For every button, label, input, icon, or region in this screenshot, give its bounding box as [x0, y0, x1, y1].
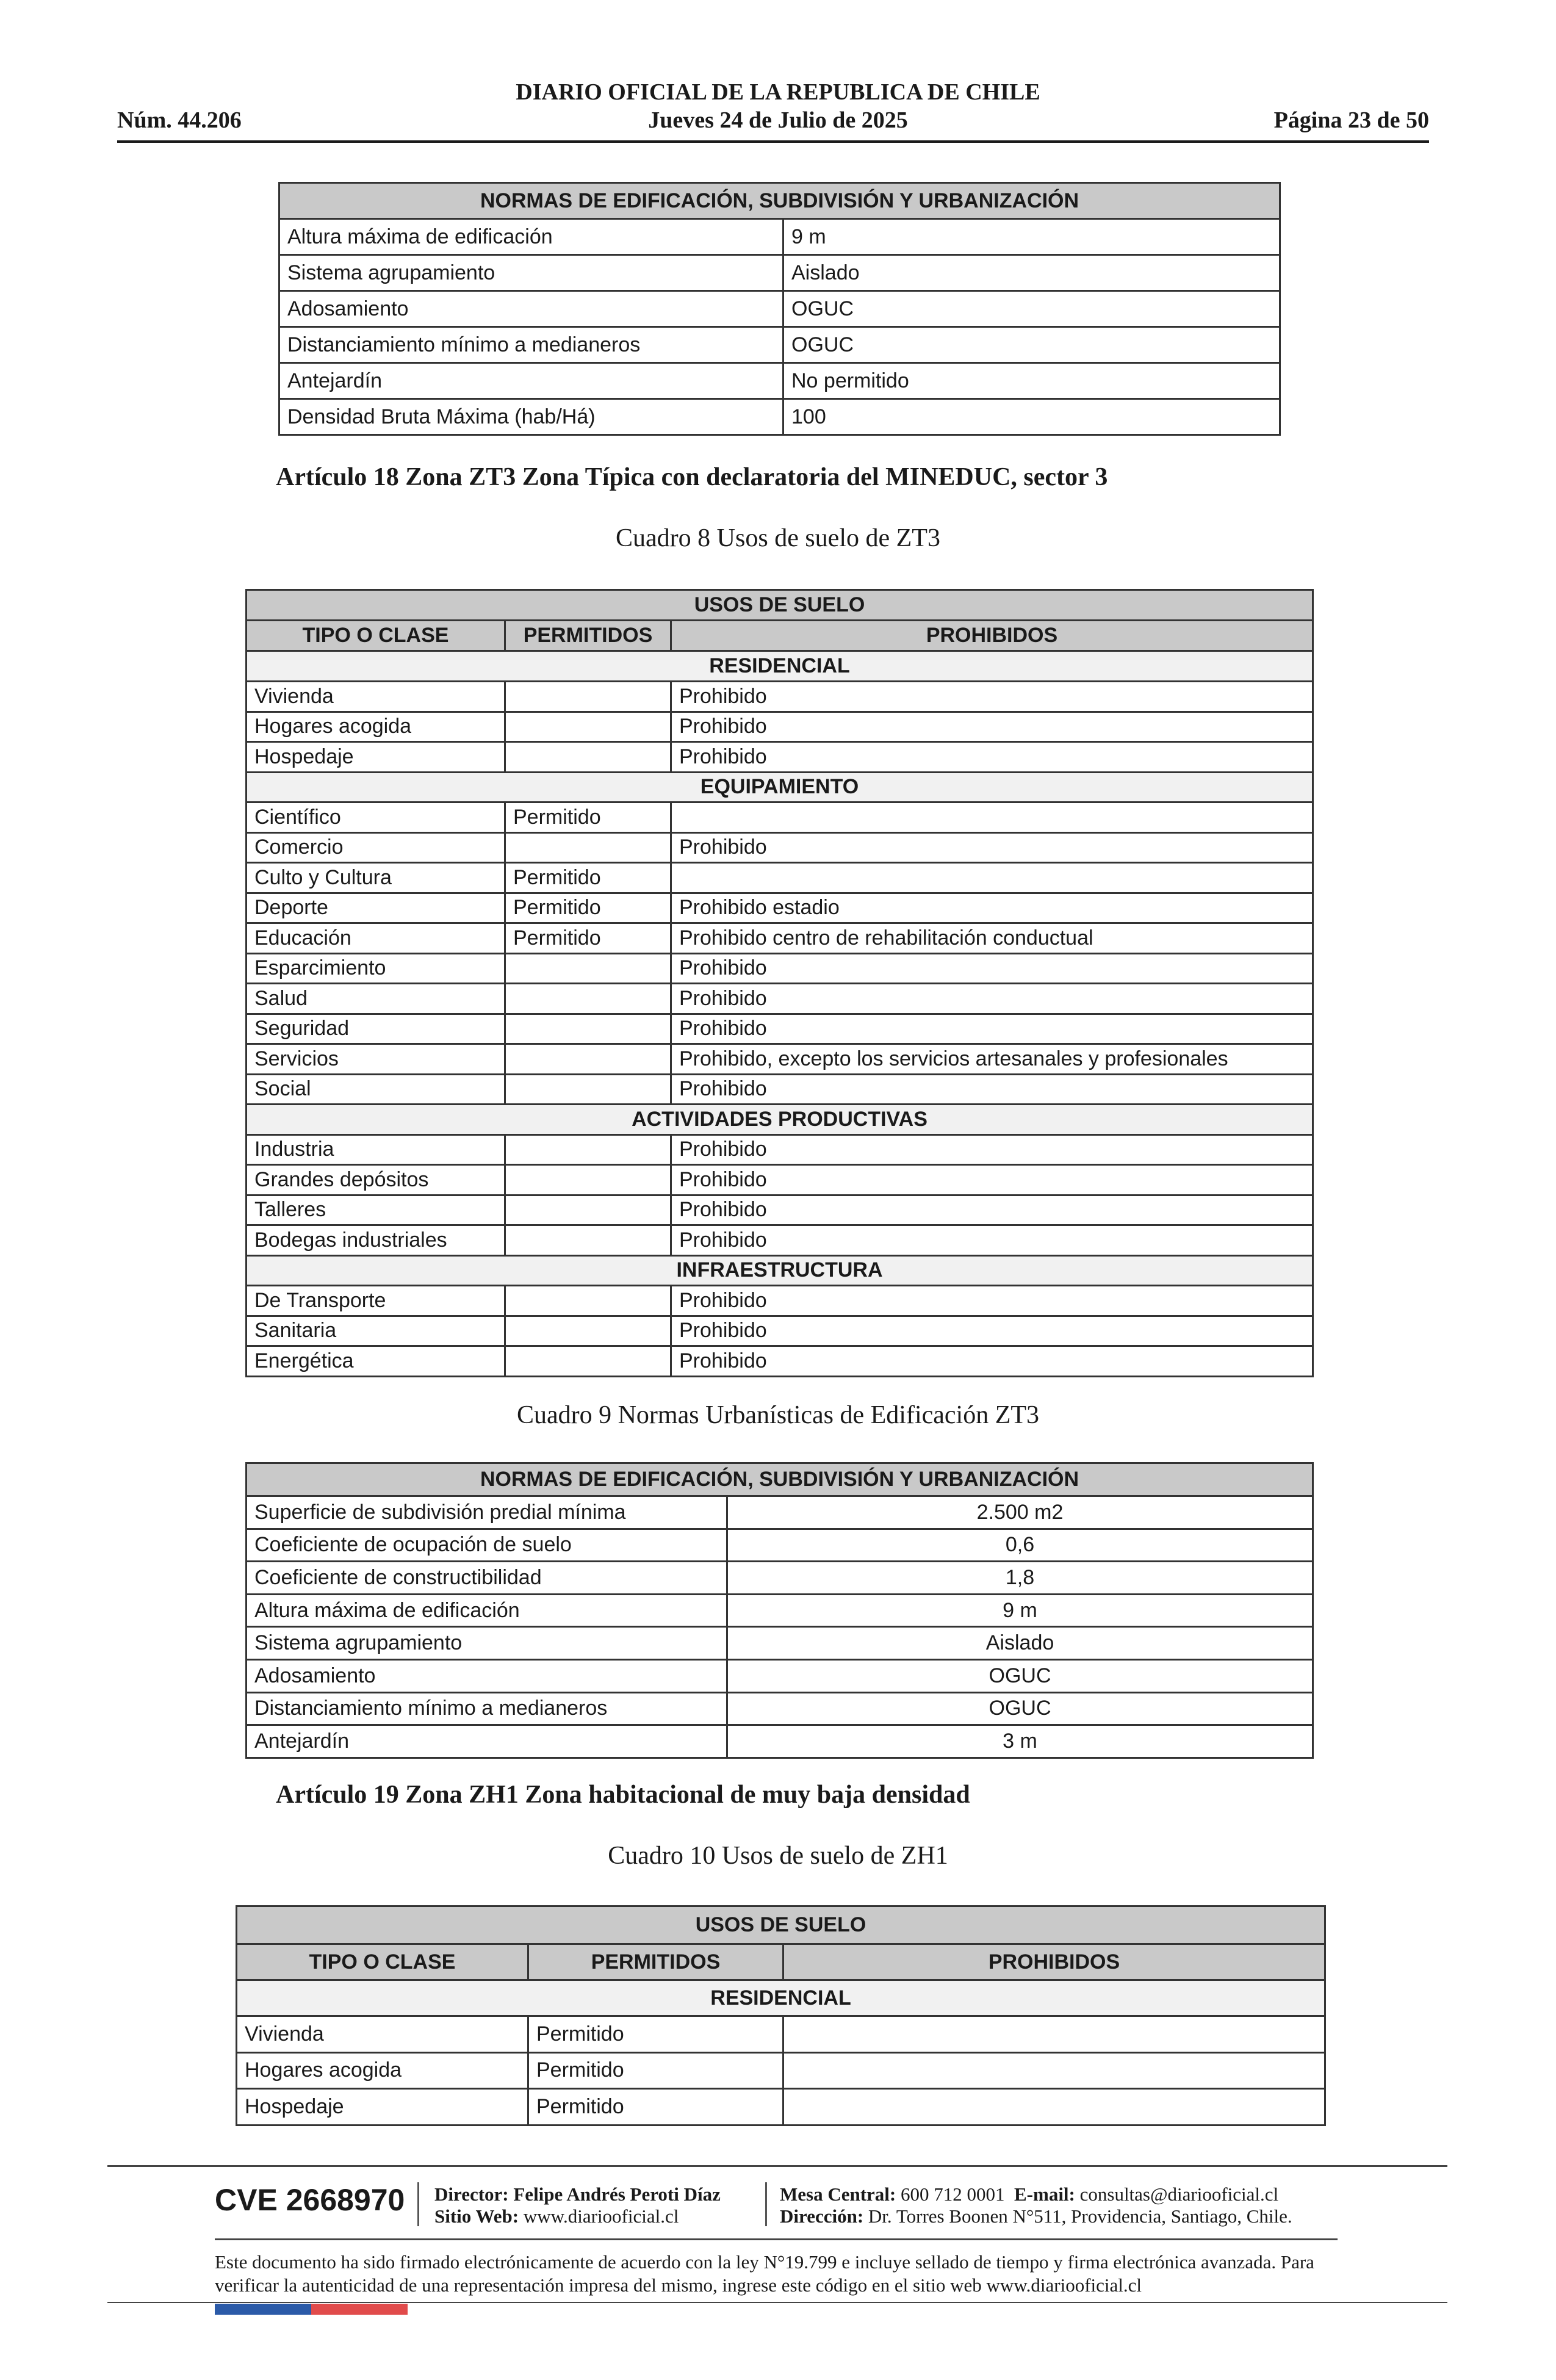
header-divider	[117, 140, 1429, 143]
table-row: Coeficiente de ocupación de suelo 0,6	[247, 1529, 1313, 1562]
table-row: Culto y Cultura Permitido	[247, 863, 1313, 893]
director-label: Director:	[434, 2183, 509, 2205]
table-row: Antejardín 3 m	[247, 1725, 1313, 1758]
section-actividades-productivas: ACTIVIDADES PRODUCTIVAS	[247, 1105, 1313, 1135]
footer-director-block	[434, 2183, 721, 2227]
brand-stripe-red	[311, 2304, 408, 2315]
table-row: Altura máxima de edificación 9 m	[247, 1594, 1313, 1627]
table-row: De Transporte Prohibido	[247, 1286, 1313, 1316]
table-row: Educación Permitido Prohibido centro de rehabilitación conductual	[247, 923, 1313, 954]
table-heading: NORMAS DE EDIFICACIÓN, SUBDIVISIÓN Y URBANIZACIÓN	[247, 1463, 1313, 1496]
table-row: Sistema agrupamiento Aislado	[279, 255, 1280, 291]
column-header-tipo: TIPO O CLASE	[237, 1944, 528, 1980]
cve-code: CVE 2668970	[215, 2183, 405, 2217]
table-row: Sistema agrupamiento Aislado	[247, 1627, 1313, 1660]
footer-separator	[765, 2182, 767, 2226]
table-row: Distanciamiento mínimo a medianeros OGUC	[279, 327, 1280, 363]
table-row: Vivienda Prohibido	[247, 682, 1313, 712]
table-usos-suelo-zt3	[245, 589, 1314, 1377]
article-19-heading: Artículo 19 Zona ZH1 Zona habitacional de muy baja densidad	[276, 1781, 970, 1809]
newspaper-title: DIARIO OFICIAL DE LA REPUBLICA DE CHILE	[516, 79, 1040, 105]
website-label: Sitio Web:	[434, 2205, 519, 2227]
table-row: Industria Prohibido	[247, 1134, 1313, 1165]
footer-contact-block	[780, 2183, 1292, 2227]
caption-cuadro-10: Cuadro 10 Usos de suelo de ZH1	[608, 1842, 948, 1870]
column-header-tipo: TIPO O CLASE	[247, 621, 505, 651]
email-link[interactable]: consultas@diariooficial.cl	[1079, 2183, 1279, 2205]
caption-cuadro-8: Cuadro 8 Usos de suelo de ZT3	[616, 524, 940, 552]
signature-note: Este documento ha sido firmado electrónicamente de acuerdo con la ley N°19.799 e incluye sellado de tiempo y firma electrónica avanzada. Para verificar la autenticidad de una representación impresa del mismo, ingrese este código en el sitio web www.diariooficial.cl	[215, 2251, 1314, 2296]
section-residencial: RESIDENCIAL	[247, 651, 1313, 682]
email-label: E-mail:	[1014, 2183, 1075, 2205]
table-row: Servicios Prohibido, excepto los servicios artesanales y profesionales	[247, 1044, 1313, 1075]
table-row: Energética Prohibido	[247, 1346, 1313, 1377]
director-name: Felipe Andrés Peroti Díaz	[513, 2183, 721, 2205]
section-infraestructura: INFRAESTRUCTURA	[247, 1255, 1313, 1286]
column-header-prohibidos: PROHIBIDOS	[671, 621, 1313, 651]
caption-cuadro-9: Cuadro 9 Normas Urbanísticas de Edificación ZT3	[516, 1401, 1040, 1429]
address-value: Dr. Torres Boonen N°511, Providencia, Santiago, Chile.	[868, 2205, 1292, 2227]
table-heading: USOS DE SUELO	[247, 590, 1313, 621]
table-usos-suelo-zh1	[236, 1905, 1326, 2126]
column-header-permitidos: PERMITIDOS	[505, 621, 671, 651]
table-row: Deporte Permitido Prohibido estadio	[247, 893, 1313, 923]
table-row: Hospedaje Permitido	[237, 2089, 1325, 2126]
table-normas-zt2	[278, 182, 1281, 436]
table-row: Hogares acogida Prohibido	[247, 712, 1313, 742]
table-row: Vivienda Permitido	[237, 2016, 1325, 2053]
table-row: Densidad Bruta Máxima (hab/Há) 100	[279, 399, 1280, 435]
mesa-label: Mesa Central:	[780, 2183, 896, 2205]
brand-stripe-blue	[215, 2304, 311, 2315]
footer-separator	[417, 2182, 419, 2226]
column-header-prohibidos: PROHIBIDOS	[783, 1944, 1325, 1980]
footer-divider	[107, 2165, 1447, 2167]
table-row: Adosamiento OGUC	[247, 1659, 1313, 1692]
table-row: Grandes depósitos Prohibido	[247, 1165, 1313, 1195]
table-row: Superficie de subdivisión predial mínima 2.500 m2	[247, 1496, 1313, 1529]
table-row: Adosamiento OGUC	[279, 291, 1280, 327]
article-18-heading: Artículo 18 Zona ZT3 Zona Típica con declaratoria del MINEDUC, sector 3	[276, 463, 1108, 491]
footer-divider	[215, 2238, 1338, 2240]
section-residencial: RESIDENCIAL	[237, 1980, 1325, 2016]
table-row: Talleres Prohibido	[247, 1195, 1313, 1225]
table-row: Hospedaje Prohibido	[247, 742, 1313, 773]
table-row: Seguridad Prohibido	[247, 1014, 1313, 1044]
table-row: Social Prohibido	[247, 1074, 1313, 1105]
table-normas-zt3	[245, 1462, 1314, 1759]
footer-divider	[107, 2302, 1447, 2303]
page-number: Página 23 de 50	[1273, 107, 1429, 133]
table-row: Distanciamiento mínimo a medianeros OGUC	[247, 1692, 1313, 1725]
section-equipamiento: EQUIPAMIENTO	[247, 772, 1313, 802]
table-row: Salud Prohibido	[247, 984, 1313, 1014]
table-row: Coeficiente de constructibilidad 1,8	[247, 1562, 1313, 1595]
issue-number: Núm. 44.206	[117, 107, 242, 133]
table-row: Comercio Prohibido	[247, 832, 1313, 863]
website-link[interactable]: www.diariooficial.cl	[523, 2205, 679, 2227]
table-row: Antejardín No permitido	[279, 363, 1280, 399]
table-row: Bodegas industriales Prohibido	[247, 1225, 1313, 1256]
table-row: Esparcimiento Prohibido	[247, 953, 1313, 984]
table-row: Altura máxima de edificación 9 m	[279, 219, 1280, 255]
issue-date: Jueves 24 de Julio de 2025	[648, 107, 908, 133]
table-row: Sanitaria Prohibido	[247, 1316, 1313, 1346]
table-row: Científico Permitido	[247, 802, 1313, 833]
table-heading: USOS DE SUELO	[237, 1906, 1325, 1944]
table-heading: NORMAS DE EDIFICACIÓN, SUBDIVISIÓN Y URBANIZACIÓN	[279, 183, 1280, 219]
column-header-permitidos: PERMITIDOS	[528, 1944, 783, 1980]
table-row: Hogares acogida Permitido	[237, 2052, 1325, 2089]
address-label: Dirección:	[780, 2205, 864, 2227]
mesa-phone: 600 712 0001	[901, 2183, 1005, 2205]
